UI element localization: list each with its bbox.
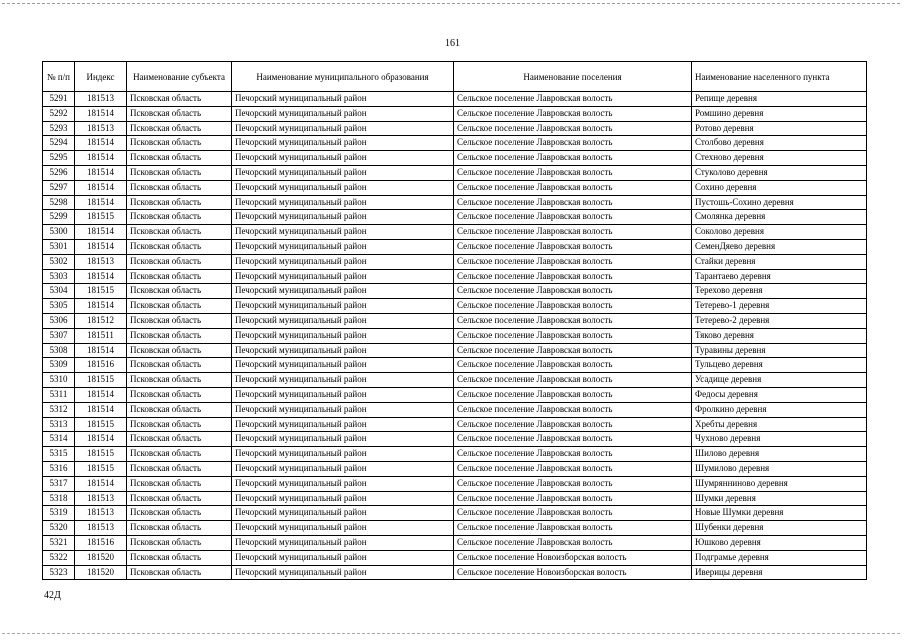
cell-number: 5298: [43, 195, 75, 210]
cell-locality: Столбово деревня: [692, 136, 867, 151]
cell-index: 181514: [75, 180, 127, 195]
cell-number: 5319: [43, 506, 75, 521]
cell-index: 181514: [75, 195, 127, 210]
cell-index: 181514: [75, 402, 127, 417]
table-row: [43, 210, 867, 225]
cell-settlement: Сельское поселение Лавровская волость: [454, 417, 692, 432]
header-settlement: Наименование поселения: [454, 62, 692, 92]
cell-subject: Псковская область: [127, 550, 232, 565]
cell-settlement: Сельское поселение Лавровская волость: [454, 180, 692, 195]
cell-number: 5304: [43, 284, 75, 299]
cell-number: 5294: [43, 136, 75, 151]
table-row: [43, 521, 867, 536]
table-row: [43, 506, 867, 521]
cell-index: 181520: [75, 550, 127, 565]
cell-subject: Псковская область: [127, 373, 232, 388]
page-number: 161: [445, 38, 460, 49]
cell-settlement: Сельское поселение Лавровская волость: [454, 210, 692, 225]
header-number: № п/п: [43, 62, 75, 92]
cell-locality: Репище деревня: [692, 92, 867, 107]
cell-number: 5305: [43, 299, 75, 314]
cell-municipality: Печорский муниципальный район: [232, 535, 454, 550]
table-row: [43, 225, 867, 240]
cell-subject: Псковская область: [127, 225, 232, 240]
cell-locality: Иверицы деревня: [692, 565, 867, 580]
cell-index: 181514: [75, 476, 127, 491]
cell-settlement: Сельское поселение Лавровская волость: [454, 491, 692, 506]
cell-locality: Ротово деревня: [692, 121, 867, 136]
table-row: [43, 343, 867, 358]
cell-settlement: Сельское поселение Лавровская волость: [454, 476, 692, 491]
cell-locality: Тульцево деревня: [692, 358, 867, 373]
cell-index: 181515: [75, 210, 127, 225]
cell-locality: Туравины деревня: [692, 343, 867, 358]
table-row: [43, 550, 867, 565]
cell-municipality: Печорский муниципальный район: [232, 476, 454, 491]
cell-locality: Тарантаево деревня: [692, 269, 867, 284]
cell-locality: Тетерево-1 деревня: [692, 299, 867, 314]
cell-number: 5318: [43, 491, 75, 506]
cell-index: 181514: [75, 239, 127, 254]
table-row: [43, 121, 867, 136]
cell-index: 181513: [75, 506, 127, 521]
cell-number: 5311: [43, 387, 75, 402]
cell-settlement: Сельское поселение Лавровская волость: [454, 299, 692, 314]
cell-settlement: Сельское поселение Лавровская волость: [454, 225, 692, 240]
cell-municipality: Печорский муниципальный район: [232, 432, 454, 447]
cell-number: 5310: [43, 373, 75, 388]
cell-locality: Тяково деревня: [692, 328, 867, 343]
cell-number: 5296: [43, 165, 75, 180]
cell-subject: Псковская область: [127, 432, 232, 447]
cell-index: 181514: [75, 432, 127, 447]
cell-locality: Усадище деревня: [692, 373, 867, 388]
cell-municipality: Печорский муниципальный район: [232, 136, 454, 151]
cell-subject: Псковская область: [127, 313, 232, 328]
cell-municipality: Печорский муниципальный район: [232, 299, 454, 314]
cell-municipality: Печорский муниципальный район: [232, 313, 454, 328]
cell-subject: Псковская область: [127, 269, 232, 284]
cell-settlement: Сельское поселение Лавровская волость: [454, 151, 692, 166]
table-row: [43, 328, 867, 343]
cell-municipality: Печорский муниципальный район: [232, 106, 454, 121]
table-row: [43, 269, 867, 284]
table-row: [43, 195, 867, 210]
cell-municipality: Печорский муниципальный район: [232, 151, 454, 166]
table-body: [43, 92, 867, 580]
cell-locality: Смолянка деревня: [692, 210, 867, 225]
cell-number: 5295: [43, 151, 75, 166]
cell-index: 181511: [75, 328, 127, 343]
cell-subject: Псковская область: [127, 180, 232, 195]
cell-subject: Псковская область: [127, 535, 232, 550]
table-row: [43, 151, 867, 166]
cell-number: 5302: [43, 254, 75, 269]
cell-locality: Подгрaмье деревня: [692, 550, 867, 565]
cell-subject: Псковская область: [127, 121, 232, 136]
cell-subject: Псковская область: [127, 106, 232, 121]
cell-subject: Псковская область: [127, 491, 232, 506]
bottom-edge-rule: [2, 633, 900, 634]
cell-locality: Федосы деревня: [692, 387, 867, 402]
cell-settlement: Сельское поселение Лавровская волость: [454, 387, 692, 402]
cell-subject: Псковская область: [127, 565, 232, 580]
cell-subject: Псковская область: [127, 402, 232, 417]
cell-locality: Стехново деревня: [692, 151, 867, 166]
cell-number: 5320: [43, 521, 75, 536]
header-subject: Наименование субъекта: [127, 62, 232, 92]
cell-number: 5292: [43, 106, 75, 121]
cell-locality: Новые Шумки деревня: [692, 506, 867, 521]
cell-index: 181515: [75, 447, 127, 462]
cell-locality: Соколово деревня: [692, 225, 867, 240]
cell-locality: Сохино деревня: [692, 180, 867, 195]
cell-locality: Юшково деревня: [692, 535, 867, 550]
cell-settlement: Сельское поселение Лавровская волость: [454, 165, 692, 180]
cell-subject: Псковская область: [127, 358, 232, 373]
cell-settlement: Сельское поселение Лавровская волость: [454, 461, 692, 476]
cell-number: 5312: [43, 402, 75, 417]
cell-subject: Псковская область: [127, 506, 232, 521]
cell-municipality: Печорский муниципальный район: [232, 447, 454, 462]
cell-municipality: Печорский муниципальный район: [232, 284, 454, 299]
table-row: [43, 461, 867, 476]
cell-index: 181514: [75, 269, 127, 284]
cell-settlement: Сельское поселение Лавровская волость: [454, 313, 692, 328]
cell-locality: Шумилово деревня: [692, 461, 867, 476]
cell-settlement: Сельское поселение Лавровская волость: [454, 254, 692, 269]
cell-locality: Терехово деревня: [692, 284, 867, 299]
table-row: [43, 358, 867, 373]
cell-locality: Шилово деревня: [692, 447, 867, 462]
cell-locality: Ромшино деревня: [692, 106, 867, 121]
table-row: [43, 565, 867, 580]
cell-index: 181515: [75, 461, 127, 476]
header-locality: Наименование населенного пункта: [692, 62, 867, 92]
cell-number: 5299: [43, 210, 75, 225]
cell-locality: Шумрянниново деревня: [692, 476, 867, 491]
cell-settlement: Сельское поселение Лавровская волость: [454, 92, 692, 107]
cell-number: 5323: [43, 565, 75, 580]
cell-settlement: Сельское поселение Лавровская волость: [454, 121, 692, 136]
table-row: [43, 491, 867, 506]
cell-index: 181514: [75, 165, 127, 180]
cell-number: 5301: [43, 239, 75, 254]
cell-subject: Псковская область: [127, 476, 232, 491]
cell-number: 5303: [43, 269, 75, 284]
cell-index: 181516: [75, 535, 127, 550]
cell-index: 181513: [75, 521, 127, 536]
cell-index: 181514: [75, 136, 127, 151]
cell-municipality: Печорский муниципальный район: [232, 254, 454, 269]
cell-settlement: Сельское поселение Лавровская волость: [454, 521, 692, 536]
cell-municipality: Печорский муниципальный район: [232, 491, 454, 506]
cell-municipality: Печорский муниципальный район: [232, 239, 454, 254]
cell-number: 5321: [43, 535, 75, 550]
cell-locality: Чухново деревня: [692, 432, 867, 447]
header-municipality: Наименование муниципального образования: [232, 62, 454, 92]
cell-subject: Псковская область: [127, 136, 232, 151]
cell-index: 181514: [75, 299, 127, 314]
cell-settlement: Сельское поселение Лавровская волость: [454, 535, 692, 550]
cell-index: 181520: [75, 565, 127, 580]
cell-settlement: Сельское поселение Лавровская волость: [454, 343, 692, 358]
table-row: [43, 284, 867, 299]
cell-index: 181516: [75, 358, 127, 373]
table-header-row: [43, 62, 867, 92]
cell-index: 181515: [75, 284, 127, 299]
cell-settlement: Сельское поселение Лавровская волость: [454, 269, 692, 284]
cell-index: 181514: [75, 387, 127, 402]
cell-number: 5291: [43, 92, 75, 107]
cell-municipality: Печорский муниципальный район: [232, 269, 454, 284]
cell-subject: Псковская область: [127, 328, 232, 343]
cell-settlement: Сельское поселение Лавровская волость: [454, 239, 692, 254]
cell-number: 5315: [43, 447, 75, 462]
cell-locality: СеменДяево деревня: [692, 239, 867, 254]
cell-municipality: Печорский муниципальный район: [232, 521, 454, 536]
cell-municipality: Печорский муниципальный район: [232, 358, 454, 373]
cell-subject: Псковская область: [127, 151, 232, 166]
cell-index: 181514: [75, 343, 127, 358]
cell-settlement: Сельское поселение Лавровская волость: [454, 106, 692, 121]
cell-subject: Псковская область: [127, 239, 232, 254]
cell-subject: Псковская область: [127, 284, 232, 299]
cell-locality: Фролкино деревня: [692, 402, 867, 417]
cell-settlement: Сельское поселение Лавровская волость: [454, 447, 692, 462]
cell-settlement: Сельское поселение Лавровская волость: [454, 506, 692, 521]
table-row: [43, 373, 867, 388]
cell-municipality: Печорский муниципальный район: [232, 373, 454, 388]
cell-subject: Псковская область: [127, 254, 232, 269]
top-edge-rule: [2, 3, 900, 4]
cell-index: 181513: [75, 121, 127, 136]
table-row: [43, 447, 867, 462]
table-row: [43, 432, 867, 447]
cell-municipality: Печорский муниципальный район: [232, 402, 454, 417]
table-row: [43, 402, 867, 417]
cell-number: 5313: [43, 417, 75, 432]
cell-settlement: Сельское поселение Лавровская волость: [454, 136, 692, 151]
cell-locality: Шумки деревня: [692, 491, 867, 506]
cell-settlement: Сельское поселение Лавровская волость: [454, 373, 692, 388]
cell-municipality: Печорский муниципальный район: [232, 387, 454, 402]
cell-locality: Пустошь-Сохино деревня: [692, 195, 867, 210]
cell-number: 5293: [43, 121, 75, 136]
cell-settlement: Сельское поселение Лавровская волость: [454, 402, 692, 417]
settlements-table: [42, 61, 867, 580]
cell-municipality: Печорский муниципальный район: [232, 210, 454, 225]
cell-subject: Псковская область: [127, 210, 232, 225]
cell-index: 181512: [75, 313, 127, 328]
cell-municipality: Печорский муниципальный район: [232, 121, 454, 136]
cell-subject: Псковская область: [127, 92, 232, 107]
cell-number: 5316: [43, 461, 75, 476]
cell-locality: Стайки деревня: [692, 254, 867, 269]
cell-municipality: Печорский муниципальный район: [232, 550, 454, 565]
cell-index: 181513: [75, 491, 127, 506]
cell-municipality: Печорский муниципальный район: [232, 180, 454, 195]
cell-locality: Хребты деревня: [692, 417, 867, 432]
cell-subject: Псковская область: [127, 299, 232, 314]
cell-subject: Псковская область: [127, 521, 232, 536]
cell-index: 181514: [75, 151, 127, 166]
cell-municipality: Печорский муниципальный район: [232, 506, 454, 521]
cell-municipality: Печорский муниципальный район: [232, 461, 454, 476]
cell-index: 181514: [75, 225, 127, 240]
table-row: [43, 417, 867, 432]
cell-subject: Псковская область: [127, 165, 232, 180]
cell-index: 181513: [75, 254, 127, 269]
cell-municipality: Печорский муниципальный район: [232, 92, 454, 107]
cell-settlement: Сельское поселение Лавровская волость: [454, 195, 692, 210]
cell-settlement: Сельское поселение Новоизборская волость: [454, 565, 692, 580]
cell-settlement: Сельское поселение Лавровская волость: [454, 328, 692, 343]
cell-number: 5309: [43, 358, 75, 373]
cell-municipality: Печорский муниципальный район: [232, 165, 454, 180]
cell-settlement: Сельское поселение Новоизборская волость: [454, 550, 692, 565]
table-row: [43, 180, 867, 195]
cell-municipality: Печорский муниципальный район: [232, 195, 454, 210]
cell-subject: Псковская область: [127, 387, 232, 402]
cell-number: 5317: [43, 476, 75, 491]
cell-number: 5322: [43, 550, 75, 565]
table-row: [43, 387, 867, 402]
table-row: [43, 535, 867, 550]
cell-subject: Псковская область: [127, 461, 232, 476]
cell-number: 5297: [43, 180, 75, 195]
cell-subject: Псковская область: [127, 417, 232, 432]
table-row: [43, 299, 867, 314]
cell-subject: Псковская область: [127, 447, 232, 462]
header-index: Индекс: [75, 62, 127, 92]
cell-number: 5306: [43, 313, 75, 328]
cell-number: 5300: [43, 225, 75, 240]
cell-locality: Шубенки деревня: [692, 521, 867, 536]
table-row: [43, 92, 867, 107]
cell-municipality: Печорский муниципальный район: [232, 417, 454, 432]
cell-number: 5308: [43, 343, 75, 358]
table-row: [43, 106, 867, 121]
cell-subject: Псковская область: [127, 195, 232, 210]
cell-number: 5314: [43, 432, 75, 447]
footer-code: 42Д: [44, 590, 61, 601]
cell-index: 181514: [75, 106, 127, 121]
cell-settlement: Сельское поселение Лавровская волость: [454, 432, 692, 447]
cell-locality: Тетерево-2 деревня: [692, 313, 867, 328]
cell-settlement: Сельское поселение Лавровская волость: [454, 284, 692, 299]
cell-locality: Стуколово деревня: [692, 165, 867, 180]
cell-number: 5307: [43, 328, 75, 343]
cell-index: 181513: [75, 92, 127, 107]
table-row: [43, 239, 867, 254]
cell-municipality: Печорский муниципальный район: [232, 343, 454, 358]
cell-index: 181515: [75, 373, 127, 388]
cell-settlement: Сельское поселение Лавровская волость: [454, 358, 692, 373]
cell-municipality: Печорский муниципальный район: [232, 225, 454, 240]
table-row: [43, 165, 867, 180]
table-row: [43, 313, 867, 328]
cell-subject: Псковская область: [127, 343, 232, 358]
table-row: [43, 136, 867, 151]
table-row: [43, 254, 867, 269]
cell-municipality: Печорский муниципальный район: [232, 328, 454, 343]
cell-municipality: Печорский муниципальный район: [232, 565, 454, 580]
table-row: [43, 476, 867, 491]
cell-index: 181515: [75, 417, 127, 432]
